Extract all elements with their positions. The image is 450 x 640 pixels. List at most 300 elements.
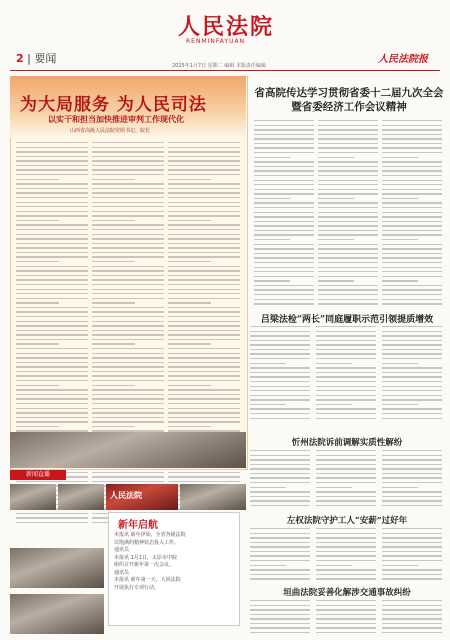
text-line — [382, 578, 442, 579]
text-line — [250, 455, 310, 456]
text-line — [250, 418, 310, 419]
text-line — [250, 450, 310, 451]
text-line — [382, 349, 442, 350]
text-line — [250, 349, 310, 350]
text-line — [382, 565, 418, 566]
text-line — [318, 257, 378, 258]
text-line — [254, 276, 314, 277]
text-line — [250, 632, 310, 633]
article-5-col-3 — [382, 600, 442, 637]
text-line — [92, 142, 164, 143]
text-line — [318, 152, 378, 153]
text-line — [382, 609, 442, 610]
text-line — [318, 280, 354, 281]
text-line — [168, 371, 240, 372]
text-line — [168, 293, 240, 294]
text-line — [92, 421, 164, 422]
text-line — [254, 157, 290, 158]
text-line — [318, 166, 378, 167]
text-line — [92, 160, 164, 161]
text-line — [318, 285, 378, 286]
article-4-col-2 — [316, 528, 376, 583]
text-line — [92, 289, 164, 290]
text-line — [92, 202, 164, 203]
text-line — [16, 298, 88, 299]
text-line — [168, 408, 240, 409]
text-line — [92, 343, 135, 344]
text-line — [382, 408, 442, 409]
text-line — [254, 285, 314, 286]
text-line — [382, 331, 442, 332]
text-line — [318, 230, 378, 231]
text-line — [16, 179, 59, 180]
text-line — [382, 207, 442, 208]
text-line — [318, 125, 378, 126]
text-line — [382, 491, 442, 492]
photo-6 — [10, 594, 104, 634]
text-line — [250, 381, 310, 382]
text-line — [92, 215, 164, 216]
text-line — [168, 353, 240, 354]
text-line — [382, 344, 442, 345]
text-line — [382, 459, 442, 460]
text-line — [254, 143, 314, 144]
text-line — [168, 481, 240, 482]
text-line — [168, 311, 240, 312]
text-line — [92, 362, 164, 363]
text-line — [92, 417, 164, 418]
text-line — [250, 546, 310, 547]
text-line — [382, 125, 442, 126]
text-line — [250, 326, 310, 327]
new-year-line: 以饱满的精神状态投入工作。 — [114, 539, 180, 546]
text-line — [16, 211, 88, 212]
text-line — [16, 389, 88, 390]
text-line — [382, 537, 442, 538]
text-line — [250, 565, 286, 566]
text-line — [382, 234, 442, 235]
text-line — [382, 455, 442, 456]
text-line — [250, 390, 310, 391]
text-line — [168, 334, 240, 335]
text-line — [316, 399, 376, 400]
text-line — [316, 418, 376, 419]
text-line — [92, 476, 164, 477]
text-line — [16, 284, 88, 285]
text-line — [382, 390, 442, 391]
text-line — [254, 207, 314, 208]
text-line — [254, 152, 314, 153]
text-line — [382, 276, 442, 277]
text-line — [382, 528, 442, 529]
text-line — [382, 627, 442, 628]
article-2-headline: 吕梁法检“两长”同庭履职示范引领提质增效 — [260, 315, 434, 325]
text-line — [92, 275, 164, 276]
text-line — [382, 299, 442, 300]
text-line — [316, 542, 376, 543]
text-line — [318, 138, 378, 139]
text-line — [16, 183, 88, 184]
text-line — [318, 202, 378, 203]
text-line — [168, 179, 211, 180]
text-line — [168, 151, 240, 152]
text-line — [168, 238, 240, 239]
text-line — [168, 243, 240, 244]
text-line — [382, 555, 442, 556]
text-line — [382, 353, 442, 354]
text-line — [250, 618, 310, 619]
text-line — [16, 408, 88, 409]
text-line — [316, 344, 376, 345]
text-line — [318, 143, 378, 144]
text-line — [16, 311, 88, 312]
text-line — [382, 496, 442, 497]
text-line — [382, 221, 442, 222]
text-line — [92, 220, 135, 221]
new-year-line: 通讯员 — [114, 569, 130, 576]
text-line — [254, 289, 314, 290]
text-line — [382, 404, 418, 405]
text-line — [382, 551, 442, 552]
feature-text-col-3 — [168, 142, 240, 527]
text-line — [316, 455, 376, 456]
text-line — [382, 143, 442, 144]
text-line — [92, 224, 164, 225]
text-line — [16, 229, 88, 230]
new-year-title: 新年启航 — [118, 520, 158, 531]
text-line — [254, 244, 314, 245]
text-line — [92, 234, 164, 235]
text-line — [316, 491, 376, 492]
text-line — [316, 326, 376, 327]
text-line — [316, 528, 376, 529]
text-line — [254, 221, 314, 222]
text-line — [92, 256, 164, 257]
text-line — [382, 239, 418, 240]
text-line — [382, 546, 442, 547]
text-line — [250, 408, 310, 409]
new-year-line: 本报讯 新年第一天，大同法院 — [114, 577, 181, 583]
text-line — [92, 147, 164, 148]
text-line — [382, 225, 442, 226]
text-line — [168, 298, 240, 299]
text-line — [254, 239, 290, 240]
text-line — [318, 225, 378, 226]
new-year-line: 本报讯 新年伊始，全省各级法院 — [114, 532, 186, 538]
text-line — [16, 224, 88, 225]
issue-meta: 2025年1月7日 星期二 编辑 本版责任编辑 — [172, 63, 266, 69]
text-line — [382, 253, 442, 254]
text-line — [92, 481, 164, 482]
text-line — [168, 247, 240, 248]
text-line — [16, 215, 88, 216]
text-line — [16, 156, 88, 157]
text-line — [382, 202, 442, 203]
text-line — [382, 280, 418, 281]
text-line — [254, 134, 314, 135]
text-line — [382, 138, 442, 139]
article-1-col-2 — [318, 120, 378, 308]
text-line — [16, 366, 88, 367]
text-line — [318, 253, 378, 254]
text-line — [16, 243, 88, 244]
text-line — [318, 207, 378, 208]
text-line — [382, 134, 442, 135]
text-line — [382, 482, 442, 483]
text-line — [254, 161, 314, 162]
text-line — [92, 357, 164, 358]
new-year-line: 开展执行专项行动。 — [114, 584, 160, 591]
text-line — [92, 311, 164, 312]
text-line — [16, 252, 88, 253]
text-line — [92, 330, 164, 331]
text-line — [168, 252, 240, 253]
text-line — [250, 533, 310, 534]
text-line — [250, 413, 310, 414]
text-line — [382, 623, 442, 624]
newspaper-logo: 人民法院报 — [378, 54, 428, 65]
text-line — [254, 170, 314, 171]
text-line — [168, 202, 240, 203]
text-line — [254, 280, 290, 281]
text-line — [382, 574, 442, 575]
text-line — [382, 120, 442, 121]
text-line — [92, 188, 164, 189]
text-line — [254, 198, 290, 199]
text-line — [382, 618, 442, 619]
text-line — [316, 340, 376, 341]
text-line — [318, 184, 378, 185]
text-line — [168, 174, 240, 175]
text-line — [316, 609, 376, 610]
text-line — [168, 275, 240, 276]
text-line — [16, 165, 88, 166]
text-line — [92, 302, 135, 303]
text-line — [382, 294, 442, 295]
text-line — [316, 618, 376, 619]
text-line — [168, 417, 240, 418]
text-line — [316, 473, 376, 474]
text-line — [16, 522, 88, 523]
text-line — [16, 348, 88, 349]
text-line — [16, 517, 88, 518]
text-line — [92, 174, 164, 175]
text-line — [250, 551, 310, 552]
text-line — [92, 229, 164, 230]
text-line — [92, 183, 164, 184]
text-line — [318, 134, 378, 135]
text-line — [92, 380, 164, 381]
text-line — [318, 262, 378, 263]
photo-1 — [10, 484, 56, 510]
text-line — [254, 120, 314, 121]
text-line — [16, 147, 88, 148]
article-5-headline: 垣曲法院妥善化解涉交通事故纠纷 — [283, 588, 411, 598]
text-line — [382, 170, 442, 171]
text-line — [16, 421, 88, 422]
text-line — [250, 627, 310, 628]
text-line — [16, 325, 88, 326]
text-line — [316, 335, 376, 336]
text-line — [250, 367, 310, 368]
text-line — [16, 403, 88, 404]
text-line — [382, 335, 442, 336]
text-line — [382, 600, 442, 601]
text-line — [250, 500, 310, 501]
text-line — [92, 385, 135, 386]
text-line — [168, 316, 240, 317]
text-line — [382, 381, 442, 382]
text-line — [16, 417, 88, 418]
text-line — [250, 505, 310, 506]
article-4-headline: 左权法院守护工人“安薪”过好年 — [286, 516, 408, 526]
text-line — [250, 623, 310, 624]
text-line — [250, 399, 310, 400]
text-line — [382, 230, 442, 231]
text-line — [382, 175, 442, 176]
article-3-headline: 忻州法院诉前调解实质性解纷 — [291, 438, 403, 448]
text-line — [168, 362, 240, 363]
text-line — [92, 192, 164, 193]
text-line — [316, 533, 376, 534]
text-line — [16, 160, 88, 161]
text-line — [16, 307, 88, 308]
text-line — [254, 253, 314, 254]
text-line — [382, 198, 418, 199]
text-line — [168, 234, 240, 235]
text-line — [254, 262, 314, 263]
text-line — [316, 569, 376, 570]
text-line — [382, 262, 442, 263]
article-5-col-2 — [316, 600, 376, 637]
text-line — [92, 412, 164, 413]
feature-photo — [10, 432, 246, 468]
text-line — [254, 180, 314, 181]
text-line — [382, 161, 442, 162]
text-line — [316, 390, 376, 391]
text-line — [16, 385, 59, 386]
text-line — [316, 353, 376, 354]
text-line — [16, 247, 88, 248]
text-line — [254, 129, 314, 130]
text-line — [382, 129, 442, 130]
text-line — [250, 560, 310, 561]
text-line — [318, 234, 378, 235]
text-line — [382, 464, 442, 465]
text-line — [92, 371, 164, 372]
text-line — [92, 334, 164, 335]
text-line — [168, 339, 240, 340]
text-line — [16, 380, 88, 381]
text-line — [250, 496, 310, 497]
text-line — [92, 408, 164, 409]
text-line — [254, 257, 314, 258]
text-line — [316, 404, 352, 405]
photo-2 — [58, 484, 104, 510]
text-line — [16, 513, 88, 514]
text-line — [250, 395, 310, 396]
text-line — [318, 189, 378, 190]
text-line — [16, 481, 88, 482]
text-line — [92, 238, 164, 239]
new-year-line: 组织召开新年第一次会议。 — [114, 562, 175, 568]
feature-text-col-1 — [16, 142, 88, 527]
text-line — [92, 279, 164, 280]
text-line — [318, 271, 378, 272]
text-line — [254, 212, 314, 213]
text-line — [168, 289, 240, 290]
photo-3-banner-text: 人民法院 — [110, 490, 142, 500]
text-line — [316, 477, 376, 478]
text-line — [316, 450, 376, 451]
text-line — [318, 239, 354, 240]
text-line — [382, 560, 442, 561]
text-line — [382, 212, 442, 213]
text-line — [16, 256, 88, 257]
text-line — [250, 578, 310, 579]
text-line — [254, 147, 314, 148]
text-line — [92, 151, 164, 152]
text-line — [16, 202, 88, 203]
text-line — [318, 175, 378, 176]
article-4-col-1 — [250, 528, 310, 583]
text-line — [316, 372, 376, 373]
text-line — [250, 363, 286, 364]
text-line — [382, 372, 442, 373]
photo-4 — [180, 484, 246, 510]
text-line — [382, 418, 442, 419]
text-line — [382, 533, 442, 534]
text-line — [318, 248, 378, 249]
newspaper-title: 人民法院 — [178, 14, 275, 40]
text-line — [92, 339, 164, 340]
text-line — [318, 170, 378, 171]
new-year-line: 通讯员 — [114, 547, 130, 553]
text-line — [382, 505, 442, 506]
text-line — [316, 376, 376, 377]
text-line — [250, 605, 310, 606]
text-line — [250, 542, 310, 543]
text-line — [16, 192, 88, 193]
text-line — [316, 555, 376, 556]
text-line — [382, 500, 442, 501]
feature-byline: 山西省高级人民法院党组书记、院长 — [70, 128, 151, 134]
text-line — [382, 216, 442, 217]
text-line — [92, 156, 164, 157]
text-line — [92, 298, 164, 299]
text-line — [316, 546, 376, 547]
text-line — [382, 248, 442, 249]
article-3-col-2 — [316, 450, 376, 510]
text-line — [316, 551, 376, 552]
text-line — [250, 464, 310, 465]
text-line — [16, 142, 88, 143]
text-line — [318, 299, 378, 300]
text-line — [16, 261, 59, 262]
article-1-headline: 省高院传达学习贯彻省委十二届九次全会 暨省委经济工作会议精神 — [254, 87, 444, 113]
text-line — [168, 270, 240, 271]
page-number: 2 | 要闻 — [16, 52, 57, 65]
text-line — [318, 193, 378, 194]
text-line — [168, 284, 240, 285]
article-1-col-3 — [382, 120, 442, 308]
text-line — [16, 266, 88, 267]
text-line — [254, 267, 314, 268]
text-line — [92, 266, 164, 267]
text-line — [316, 367, 376, 368]
text-line — [254, 299, 314, 300]
text-line — [254, 193, 314, 194]
